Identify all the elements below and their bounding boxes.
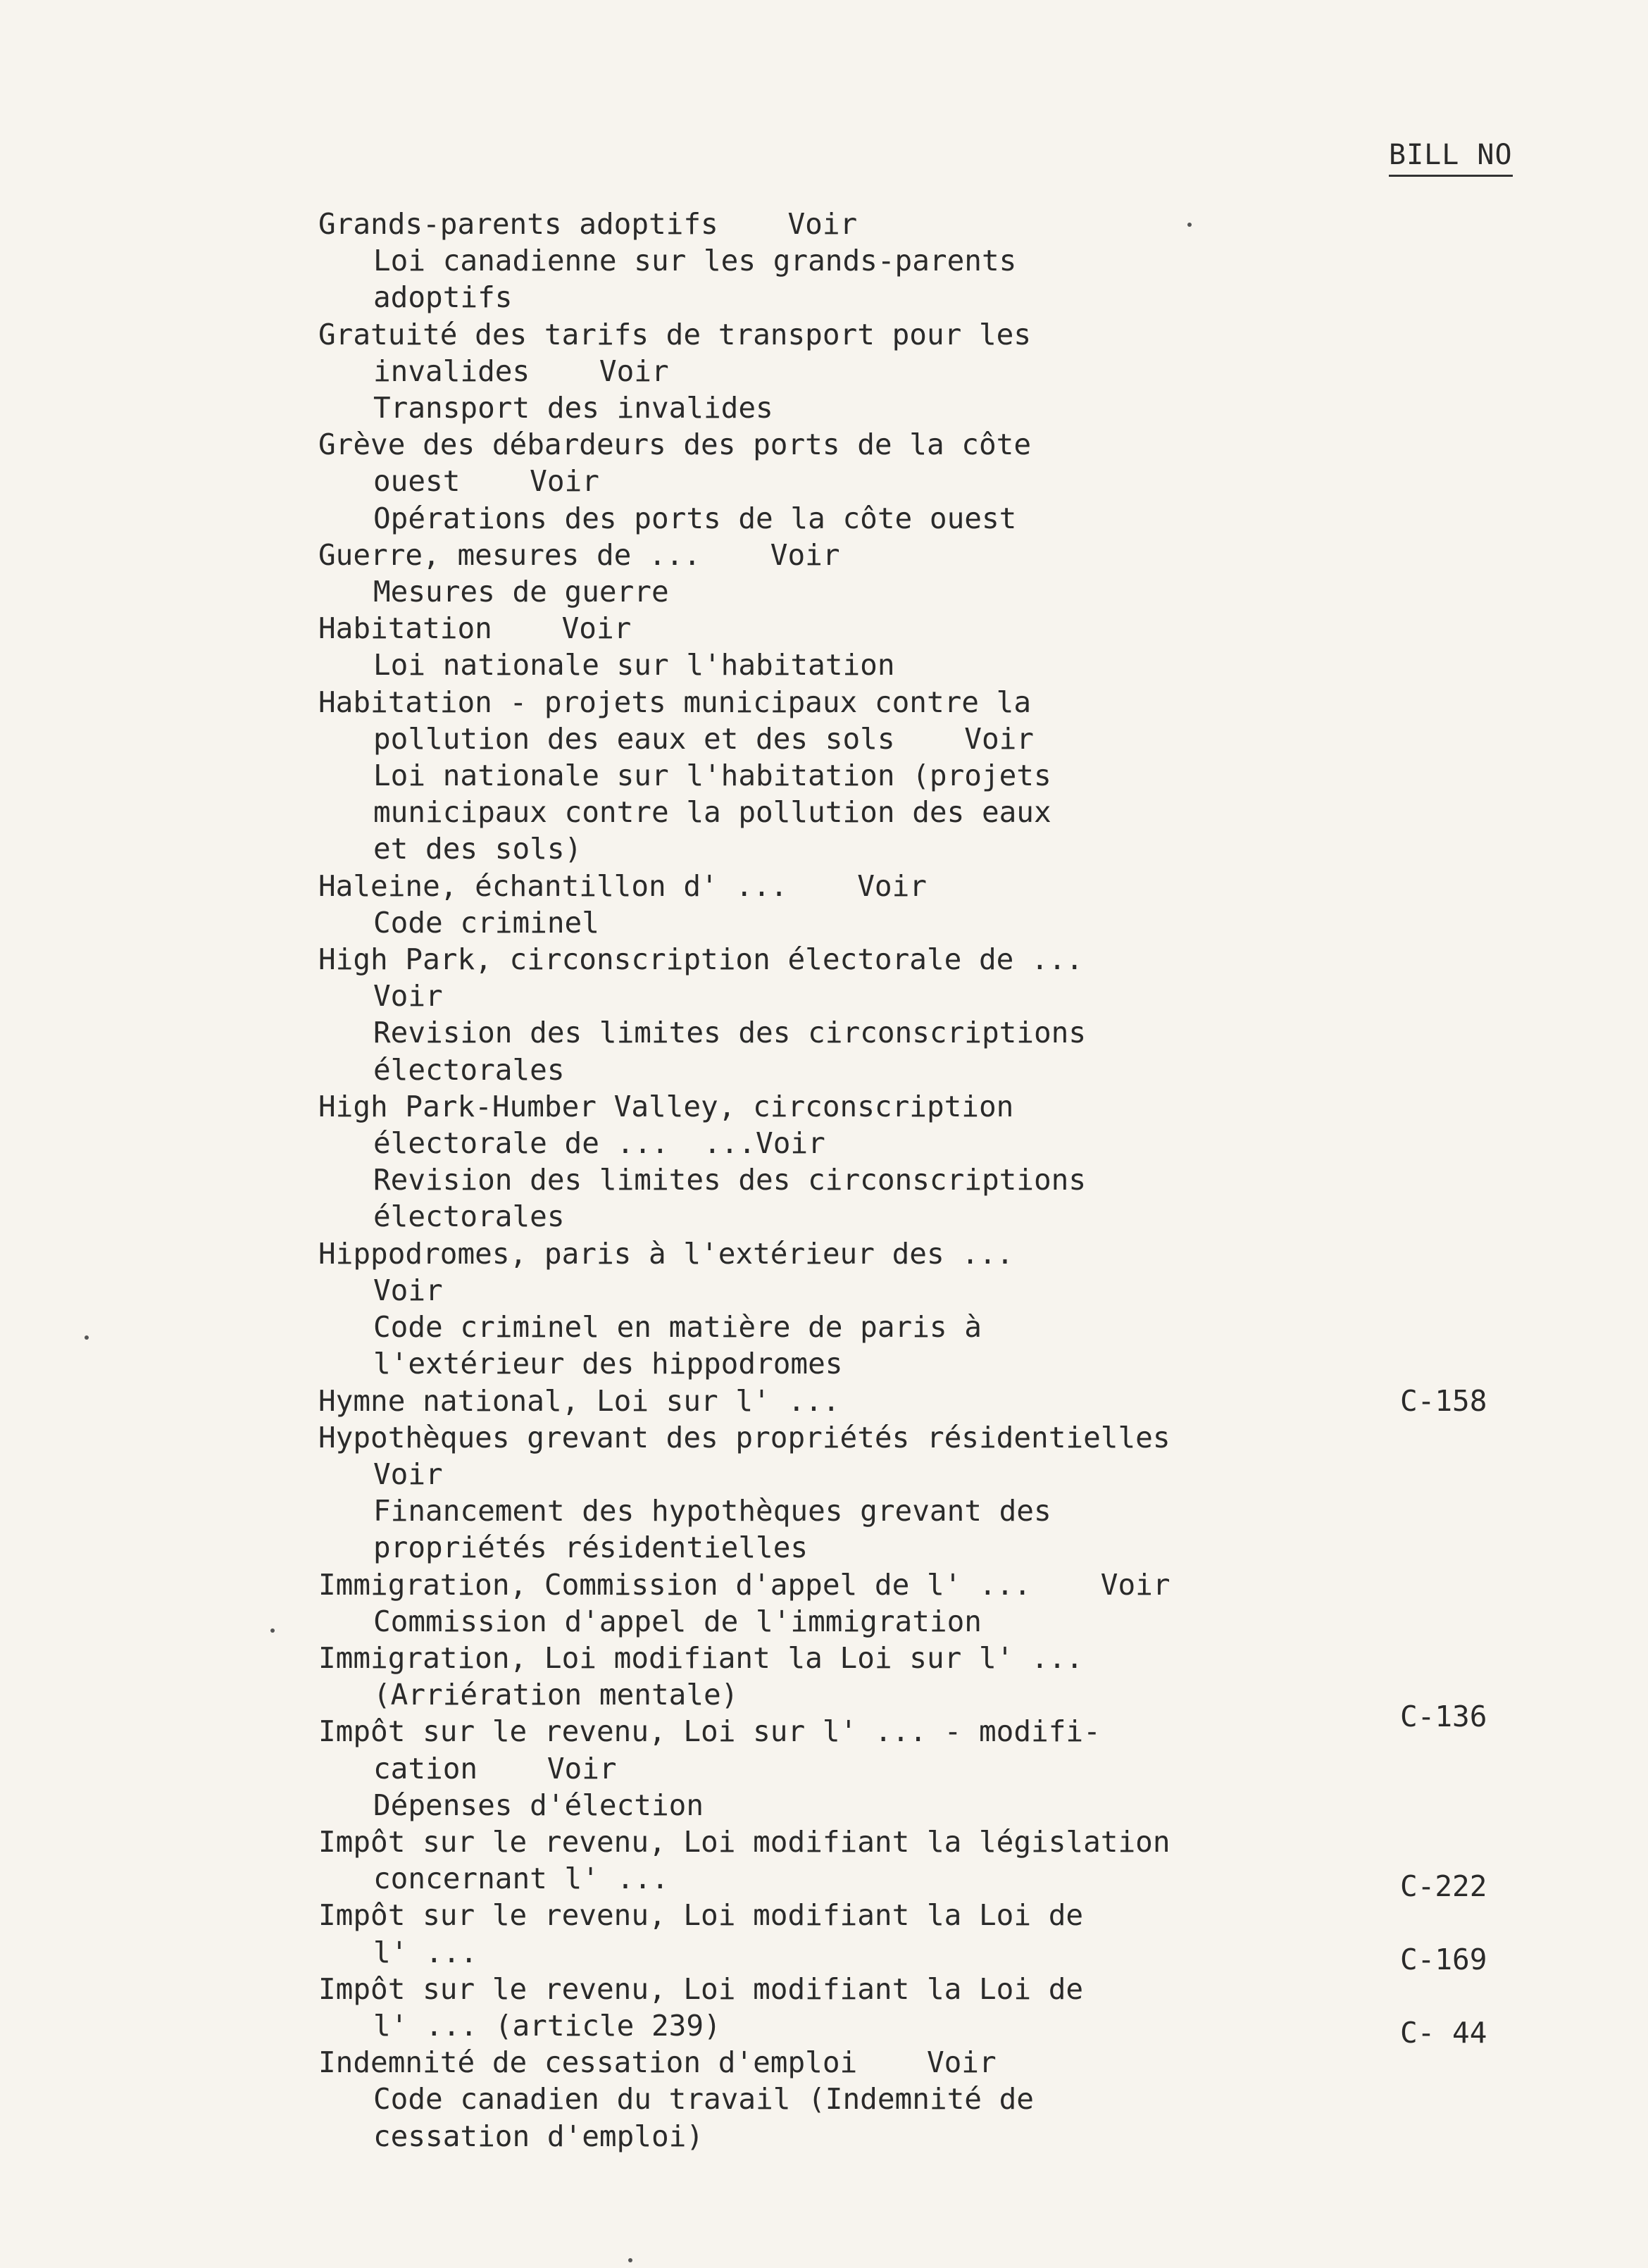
entry-continuation: électorale de ... ...Voir	[373, 1126, 825, 1161]
entry-heading: Guerre, mesures de ... Voir	[318, 537, 840, 572]
index-entry	[318, 610, 1558, 683]
entry-continuation: Loi canadienne sur les grands-parents	[373, 244, 1017, 278]
entry-heading: Indemnité de cessation d'emploi Voir	[318, 2045, 997, 2080]
bill-number: C-136	[1400, 1700, 1487, 1734]
index-entry	[318, 1383, 1558, 1419]
speck	[270, 1628, 275, 1633]
entry-continuation: municipaux contre la pollution des eaux	[373, 795, 1051, 830]
index-entry	[318, 1235, 1558, 1383]
index-entry	[318, 206, 1558, 316]
bill-number: C-158	[1400, 1383, 1487, 1418]
entry-continuation: électorales	[373, 1200, 565, 1234]
entry-heading: Impôt sur le revenu, Loi modifiant la législation	[318, 1824, 1171, 1859]
entry-continuation: Loi nationale sur l'habitation	[373, 648, 895, 683]
entry-continuation: l' ... (article 239)	[373, 2008, 721, 2043]
bill-number: C-169	[1400, 1942, 1487, 1976]
index-entry	[318, 2044, 1558, 2155]
entry-heading: Habitation - projets municipaux contre la	[318, 685, 1032, 719]
entry-heading: Hymne national, Loi sur l' ...	[318, 1383, 840, 1418]
entry-heading: Impôt sur le revenu, Loi modifiant la Loi de	[318, 1971, 1084, 2006]
bill-number: C- 44	[1400, 2016, 1487, 2050]
entry-heading: High Park-Humber Valley, circonscription	[318, 1089, 1014, 1123]
index-entry	[318, 684, 1558, 868]
bill-no-header: BILL NO	[1389, 138, 1513, 177]
index-entry	[318, 1971, 1558, 2050]
speck	[85, 1335, 89, 1340]
index-entry	[318, 1419, 1558, 1566]
entry-continuation: adoptifs	[373, 280, 513, 315]
entry-continuation: l'extérieur des hippodromes	[373, 1347, 843, 1381]
entry-continuation: et des sols)	[373, 832, 582, 866]
entry-continuation: Opérations des ports de la côte ouest	[373, 501, 1017, 535]
index-entry	[318, 1897, 1558, 1976]
entry-continuation: Financement des hypothèques grevant des	[373, 1494, 1051, 1528]
index-entries	[318, 206, 1558, 2155]
entry-continuation: Code criminel	[373, 905, 599, 940]
entry-continuation: Dépenses d'élection	[373, 1788, 704, 1822]
entry-continuation: pollution des eaux et des sols Voir	[373, 721, 1034, 756]
entry-continuation: ouest Voir	[373, 464, 599, 499]
entry-continuation: Commission d'appel de l'immigration	[373, 1604, 982, 1638]
entry-heading: Grands-parents adoptifs Voir	[318, 207, 858, 241]
entry-continuation: invalides Voir	[373, 354, 669, 388]
entry-continuation: Voir	[373, 979, 443, 1014]
index-entry	[318, 1088, 1558, 1235]
entry-heading: High Park, circonscription électorale de ...	[318, 942, 1084, 977]
entry-heading: Immigration, Loi modifiant la Loi sur l' ...	[318, 1640, 1084, 1675]
index-entry	[318, 868, 1558, 941]
speck	[1187, 223, 1192, 227]
entry-continuation: Loi nationale sur l'habitation (projets	[373, 759, 1051, 793]
entry-continuation: Revision des limites des circonscriptions	[373, 1016, 1087, 1050]
entry-continuation: l' ...	[373, 1935, 478, 1969]
entry-heading: Impôt sur le revenu, Loi sur l' ... - modifi-	[318, 1714, 1101, 1749]
entry-continuation: électorales	[373, 1052, 565, 1087]
entry-continuation: Code criminel en matière de paris à	[373, 1310, 982, 1345]
entry-heading: Gratuité des tarifs de transport pour les	[318, 317, 1032, 351]
entry-heading: Habitation Voir	[318, 611, 632, 646]
entry-continuation: Voir	[373, 1457, 443, 1491]
entry-continuation: concernant l' ...	[373, 1862, 669, 1896]
index-entry	[318, 1566, 1558, 1640]
entry-continuation: Mesures de guerre	[373, 575, 669, 609]
entry-continuation: Voir	[373, 1273, 443, 1307]
entry-continuation: (Arriération mentale)	[373, 1678, 739, 1712]
entry-heading: Hypothèques grevant des propriétés résidentielles	[318, 1420, 1171, 1454]
entry-continuation: Transport des invalides	[373, 391, 773, 425]
entry-heading: Grève des débardeurs des ports de la côte	[318, 428, 1032, 462]
index-entry	[318, 1824, 1558, 1903]
speck	[628, 2258, 632, 2262]
entry-continuation: Revision des limites des circonscriptions	[373, 1163, 1087, 1197]
index-entry	[318, 316, 1558, 427]
entry-heading: Impôt sur le revenu, Loi modifiant la Loi de	[318, 1898, 1084, 1933]
bill-number: C-222	[1400, 1869, 1487, 1903]
entry-continuation: propriétés résidentielles	[373, 1531, 809, 1565]
index-entry	[318, 1713, 1558, 1824]
entry-heading: Immigration, Commission d'appel de l' ... Voir	[318, 1567, 1171, 1602]
entry-heading: Haleine, échantillon d' ... Voir	[318, 868, 927, 903]
entry-continuation: cessation d'emploi)	[373, 2119, 704, 2153]
index-entry	[318, 426, 1558, 537]
index-entry	[318, 941, 1558, 1088]
index-entry	[318, 537, 1558, 610]
entry-continuation: Code canadien du travail (Indemnité de	[373, 2082, 1034, 2117]
entry-heading: Hippodromes, paris à l'extérieur des ...	[318, 1236, 1014, 1271]
entry-continuation: cation Voir	[373, 1751, 617, 1786]
